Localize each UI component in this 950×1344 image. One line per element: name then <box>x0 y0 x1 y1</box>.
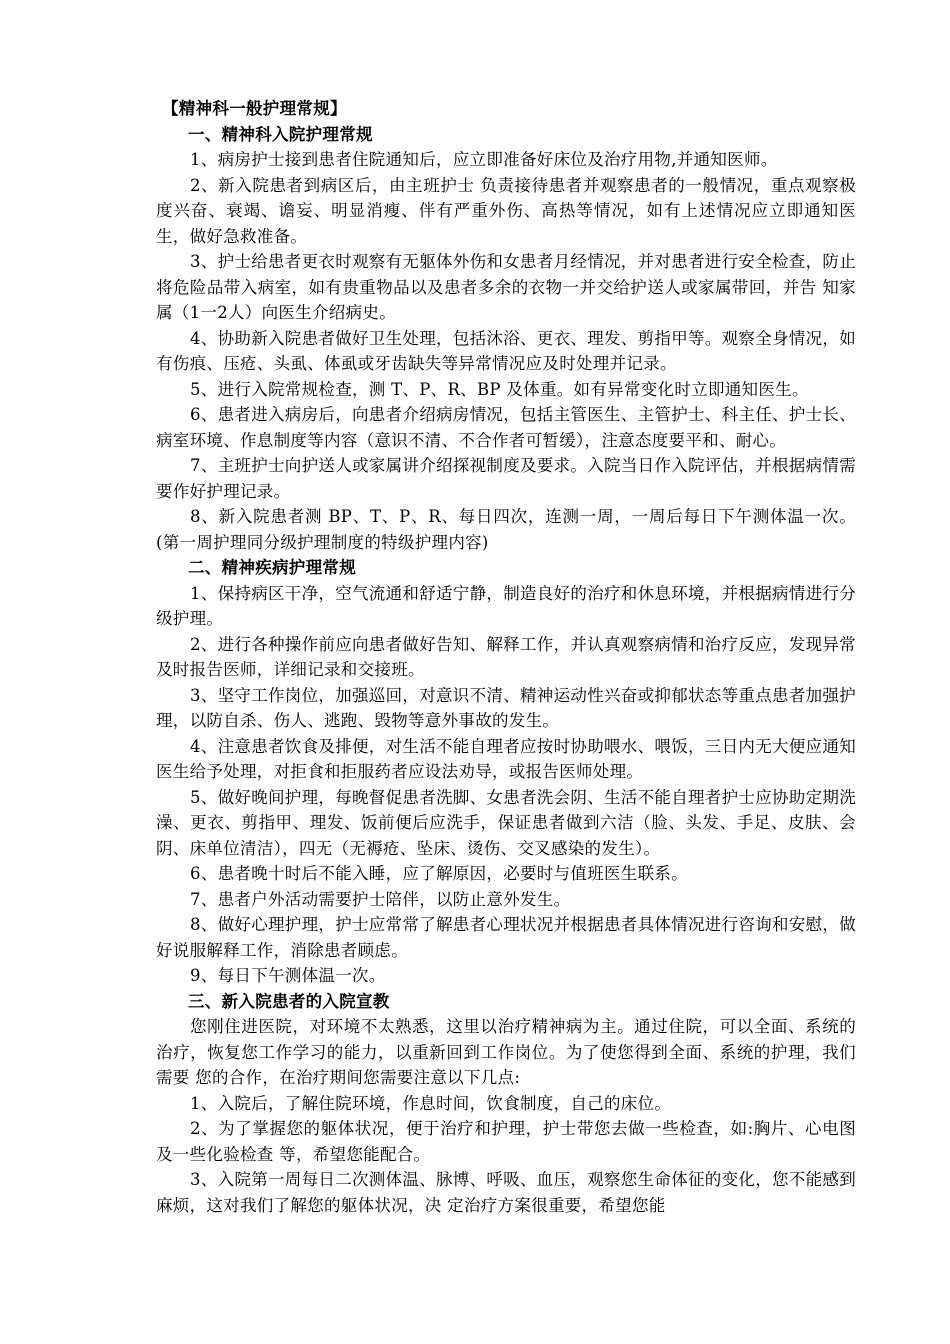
section-heading: 三、新入院患者的入院宣教 <box>188 991 390 1011</box>
section-admission-education <box>156 989 856 1219</box>
section-heading: 一、精神科入院护理常规 <box>188 124 373 144</box>
paragraph: 6、患者晚十时后不能入睡，应了解原因，必要时与值班医生联系。 <box>190 864 688 883</box>
paragraph: 9、每日下午测体温一次。 <box>190 966 386 985</box>
paragraph: 5、进行入院常规检查，测 T、P、R、BP 及体重。如有异常变化时立即通知医生。 <box>190 379 809 399</box>
paragraph: 1、病房护士接到患者住院通知后，应立即准备好床位及治疗用物,并通知医师。 <box>190 150 778 169</box>
paragraph: 2、为了掌握您的躯体状况，便于治疗和护理，护士带您去做一些检查，如:胸片、心电图及一些化验检查 等，希望您能配合。 <box>156 1119 856 1164</box>
paragraph: 3、护士给患者更衣时观察有无躯体外伤和女患者月经情况，并对患者进行安全检查，防止将危险品带入病室，如有贵重物品以及患者多余的衣物一并交给护送人或家属带回，并告 知家属（1一2人）向医生介绍病史。 <box>156 252 856 322</box>
document-page <box>156 96 856 1218</box>
paragraph: 3、入院第一周每日二次测体温、脉博、呼吸、血压，观察您生命体征的变化，您不能感到麻烦，这对我们了解您的躯体状况，决 定治疗方案很重要，希望您能 <box>156 1170 856 1215</box>
section-heading: 二、精神疾病护理常规 <box>188 558 356 577</box>
paragraph: 8、做好心理护理，护士应常常了解患者心理状况并根据患者具体情况进行咨询和安慰，做好说服解释工作，消除患者顾虑。 <box>156 915 856 960</box>
paragraph: 您刚住进医院，对环境不太熟悉，这里以治疗精神病为主。通过住院，可以全面、系统的治疗，恢复您工作学习的能力，以重新回到工作岗位。为了使您得到全面、系统的护理，我们需要 您的合作，在治疗期间您需要注意以下几点: <box>156 1017 856 1087</box>
paragraph: 4、协助新入院患者做好卫生处理，包括沐浴、更衣、理发、剪指甲等。观察全身情况，如有伤痕、压疮、头虱、体虱或牙齿缺失等异常情况应及时处理并记录。 <box>156 328 856 373</box>
paragraph: 1、入院后，了解住院环境，作息时间，饮食制度，自己的床位。 <box>190 1093 672 1113</box>
paragraph: 8、新入院患者测 BP、T、P、R、每日四次，连测一周，一周后每日下午测体温一次。(第一周护理同分级护理制度的特级护理内容) <box>156 507 856 552</box>
paragraph: 7、患者户外活动需要护士陪伴，以防止意外发生。 <box>190 889 571 909</box>
paragraph: 7、主班护士向护送人或家属讲介绍探视制度及要求。入院当日作入院评估，并根据病情需要作好护理记录。 <box>156 456 856 501</box>
paragraph: 3、坚守工作岗位，加强巡回，对意识不清、精神运动性兴奋或抑郁状态等重点患者加强护理，以防自杀、伤人、逃跑、毁物等意外事故的发生。 <box>156 685 856 730</box>
paragraph: 2、新入院患者到病区后，由主班护士 负责接待患者并观察患者的一般情况，重点观察极度兴奋、衰竭、谵妄、明显消瘦、伴有严重外伤、高热等情况，如有上述情况应立即通知医生，做好急救准备。 <box>156 175 856 246</box>
paragraph: 6、患者进入病房后，向患者介绍病房情况，包括主管医生、主管护士、科主任、护士长、病室环境、作息制度等内容（意识不清、不合作者可暂缓），注意态度要平和、耐心。 <box>156 405 856 450</box>
paragraph: 5、做好晚间护理，每晚督促患者洗脚、女患者洗会阴、生活不能自理者护士应协助定期洗澡、更衣、剪指甲、理发、饭前便后应洗手，保证患者做到六洁（脸、头发、手足、皮肤、会阴、床单位清洁），四无（无褥疮、坠床、烫伤、交叉感染的发生）。 <box>156 787 856 858</box>
section-admission-nursing <box>156 122 856 556</box>
paragraph: 4、注意患者饮食及排便，对生活不能自理者应按时协助喂水、喂饭，三日内无大便应通知医生给予处理，对拒食和拒服药者应设法劝导，或报告医师处理。 <box>156 736 856 781</box>
paragraph: 2、进行各种操作前应向患者做好告知、解释工作，并认真观察病情和治疗反应，发现异常及时报告医师，详细记录和交接班。 <box>156 634 856 679</box>
document-title: 【精神科一般护理常规】 <box>162 99 347 118</box>
section-psychiatric-nursing <box>156 555 856 989</box>
paragraph: 1、保持病区干净，空气流通和舒适宁静，制造良好的治疗和休息环境，并根据病情进行分级护理。 <box>156 583 856 628</box>
